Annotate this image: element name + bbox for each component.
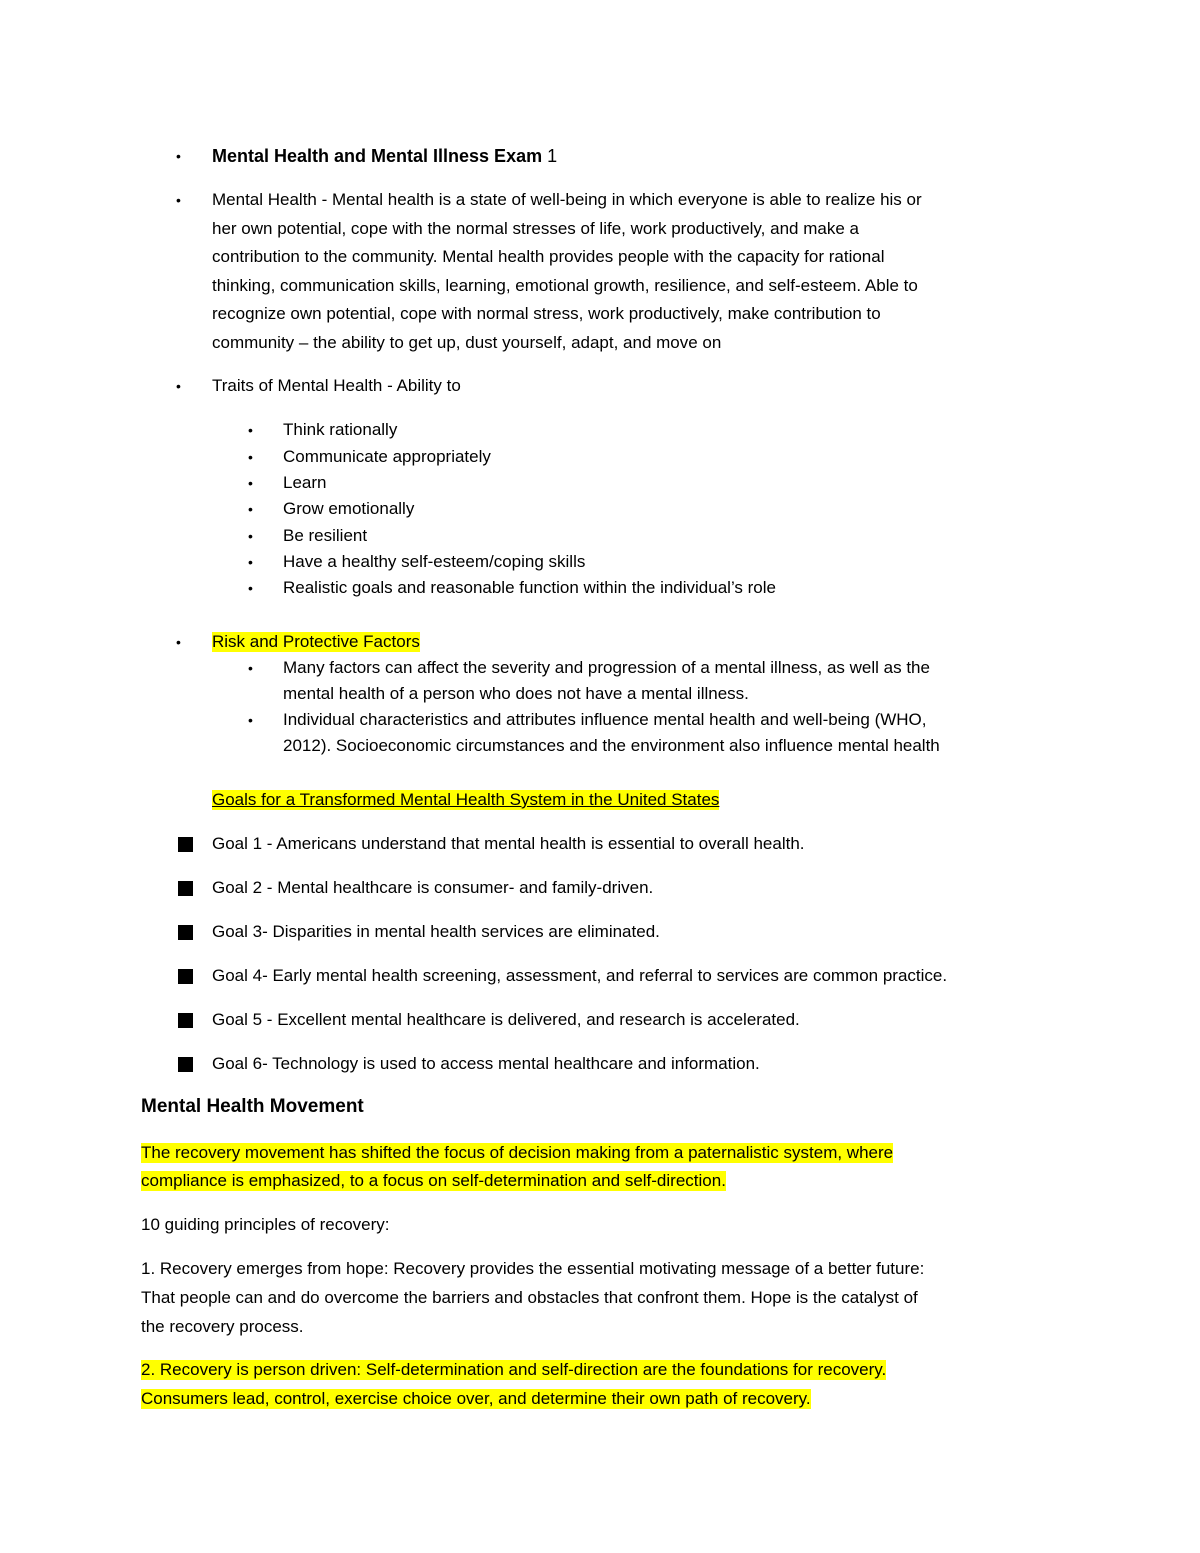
goals-heading: Goals for a Transformed Mental Health System in the United States	[212, 790, 720, 809]
title-text: Mental Health and Mental Illness Exam	[212, 146, 543, 166]
principle-1-line: the recovery process.	[141, 1317, 304, 1336]
bullet-icon: •	[248, 422, 253, 438]
title-number: 1	[542, 146, 558, 166]
recovery-shift-line: compliance is emphasized, to a focus on self-determination and self-direction.	[141, 1171, 726, 1190]
mh-def-line: thinking, communication skills, learning, emotional growth, resilience, and self-esteem. Able to	[212, 276, 918, 295]
risk-line: Individual characteristics and attributes influence mental health and well-being (WHO,	[283, 710, 927, 729]
bullet-icon: •	[176, 192, 181, 208]
page-title	[212, 146, 557, 166]
section-heading: Mental Health Movement	[141, 1096, 364, 1117]
principles-intro: 10 guiding principles of recovery:	[141, 1215, 390, 1234]
bullet-icon: •	[248, 528, 253, 544]
goal-text: Goal 3- Disparities in mental health services are eliminated.	[212, 922, 660, 941]
recovery-shift-line: The recovery movement has shifted the focus of decision making from a paternalistic system, where	[141, 1143, 894, 1162]
traits-heading: Traits of Mental Health - Ability to	[212, 376, 461, 395]
square-bullet-icon	[178, 1013, 193, 1028]
bullet-icon: •	[176, 634, 181, 650]
trait-text: Realistic goals and reasonable function within the individual’s role	[283, 578, 776, 597]
mh-def-line: community – the ability to get up, dust yourself, adapt, and move on	[212, 333, 722, 352]
square-bullet-icon	[178, 1057, 193, 1072]
goal-text: Goal 4- Early mental health screening, assessment, and referral to services are common practice.	[212, 966, 948, 985]
goal-text: Goal 5 - Excellent mental healthcare is delivered, and research is accelerated.	[212, 1010, 800, 1029]
trait-text: Have a healthy self-esteem/coping skills	[283, 552, 586, 571]
bullet-icon: •	[248, 475, 253, 491]
square-bullet-icon	[178, 837, 193, 852]
square-bullet-icon	[178, 925, 193, 940]
risk-line: 2012). Socioeconomic circumstances and the environment also influence mental health	[283, 736, 940, 755]
bullet-icon: •	[248, 660, 253, 676]
bullet-icon: •	[176, 378, 181, 394]
bullet-icon: •	[248, 580, 253, 596]
square-bullet-icon	[178, 881, 193, 896]
bullet-icon: •	[248, 554, 253, 570]
mh-def-line: her own potential, cope with the normal stresses of life, work productively, and make a	[212, 219, 859, 238]
trait-text: Think rationally	[283, 420, 398, 439]
bullet-icon: •	[248, 449, 253, 465]
risk-heading: Risk and Protective Factors	[212, 632, 420, 651]
risk-line: Many factors can affect the severity and progression of a mental illness, as well as the	[283, 658, 930, 677]
goal-text: Goal 6- Technology is used to access mental healthcare and information.	[212, 1054, 760, 1073]
goal-text: Goal 2 - Mental healthcare is consumer- and family-driven.	[212, 878, 654, 897]
principle-2-line: Consumers lead, control, exercise choice over, and determine their own path of recovery.	[141, 1389, 811, 1408]
trait-text: Learn	[283, 473, 327, 492]
trait-text: Communicate appropriately	[283, 447, 491, 466]
principle-2-line: 2. Recovery is person driven: Self-determination and self-direction are the foundations for recovery.	[141, 1360, 887, 1379]
goal-text: Goal 1 - Americans understand that mental health is essential to overall health.	[212, 834, 805, 853]
principle-1-line: 1. Recovery emerges from hope: Recovery provides the essential motivating message of a better future:	[141, 1259, 925, 1278]
bullet-icon: •	[248, 501, 253, 517]
mh-def-line: contribution to the community. Mental health provides people with the capacity for rational	[212, 247, 885, 266]
risk-line: mental health of a person who does not have a mental illness.	[283, 684, 749, 703]
square-bullet-icon	[178, 969, 193, 984]
mh-def-line: recognize own potential, cope with normal stress, work productively, make contribution to	[212, 304, 881, 323]
trait-text: Grow emotionally	[283, 499, 415, 518]
mh-def-line: Mental Health - Mental health is a state of well-being in which everyone is able to realize his or	[212, 190, 922, 209]
principle-1-line: That people can and do overcome the barriers and obstacles that confront them. Hope is the catalyst of	[141, 1288, 918, 1307]
trait-text: Be resilient	[283, 526, 368, 545]
bullet-icon: •	[248, 712, 253, 728]
bullet-icon: •	[176, 148, 181, 164]
